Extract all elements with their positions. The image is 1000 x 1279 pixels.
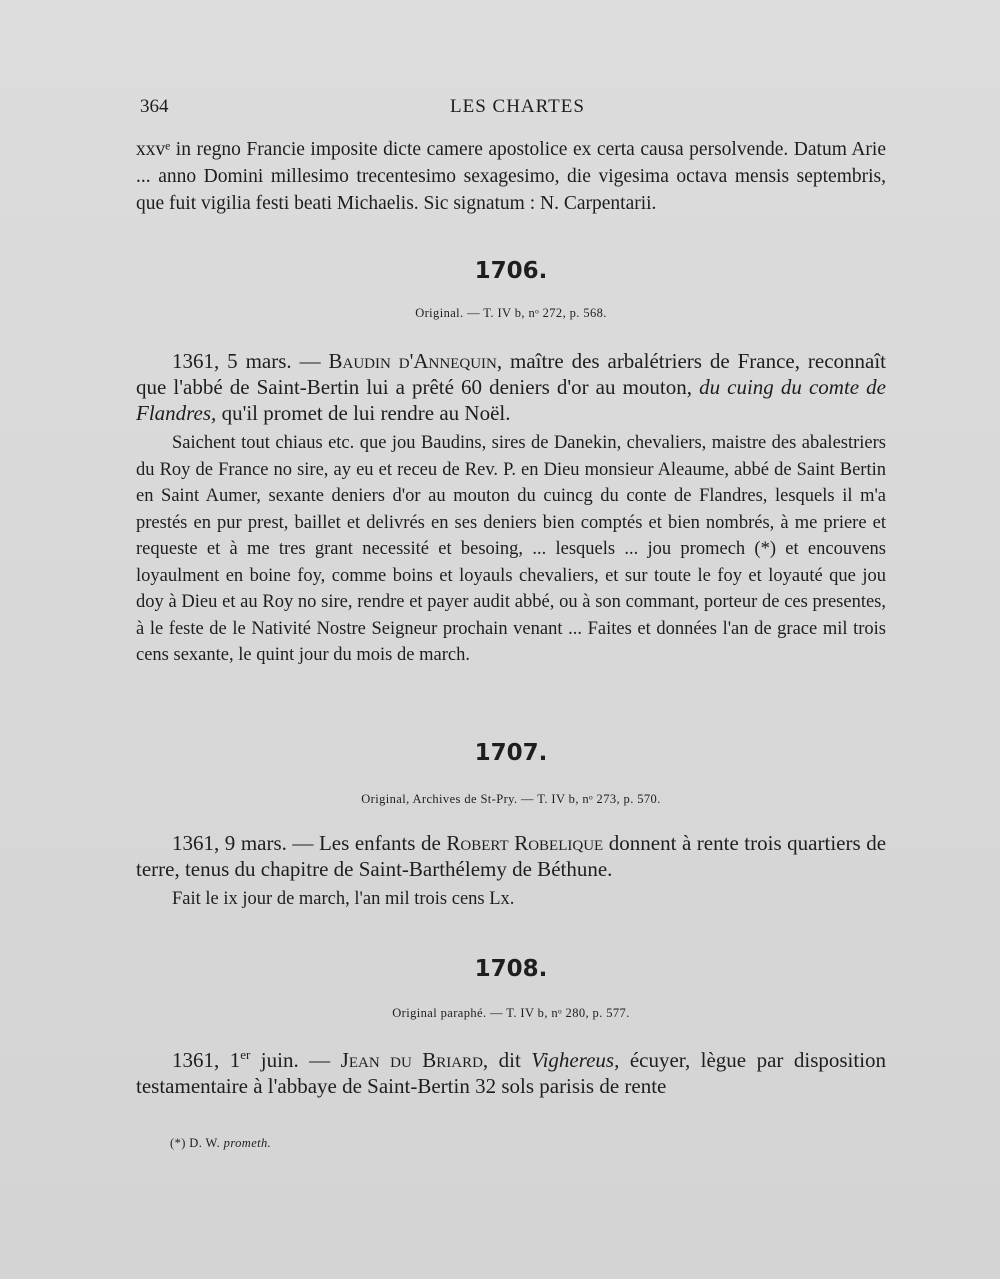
charter-excerpt: Saichent tout chiaus etc. que jou Baudins, sires de Danekin, chevaliers, maistre des abalestriers du Roy de France no sire, ay eu et receu de Rev. P. en Dieu monsieur Aleaume, abbé de Saint Bertin en Saint Aumer, sexante deniers d'or au mouton du cuincg du conte de Flandres, lesquels il m'a prestés en pur prest, baillet et delivrés en ses deniers bien comptés et bien nombrés, à me priere et requeste et à me tres grant necessité et besoing, ... lesquels ... jou promech (*) et encouvens loyaulment en boine foy, comme boins et loyauls chevaliers, et sur toute le foy et loyauté que jou doy à Dieu et au Roy no sire, rendre et payer audit abbé, ou à son commant, porteur de ces presentes, à le feste de le Nativité Nostre Seigneur prochain venant ... Faites et données l'an de grace mil trois cens sexante, le quint jour du mois de march. [136,433,886,665]
charter-summary [136,830,886,882]
running-title: LES CHARTES [450,96,585,117]
summary-text: qu'il promet de lui rendre au Noël. [221,401,511,425]
charter-summary [136,348,886,426]
charter-excerpt: Fait le ix jour de march, l'an mil trois cens Lx. [172,889,515,909]
footnote-italic: prometh. [223,1136,272,1150]
charter-source: Original, Archives de St-Pry. — T. IV b, nᵒ 273, p. 570. [361,792,661,806]
person-name: Robert Robelique [446,831,604,855]
summary-text: écuyer, lègue par disposition testamentaire à l'abbaye de Saint-Bertin 32 sols parisis de rente [136,1048,887,1098]
charter-date-rest: juin. — [260,1048,331,1072]
charter-source: Original. — T. IV b, nᵒ 272, p. 568. [415,306,607,320]
charter-date: 1361, 5 mars. — [172,349,321,373]
footnote-marker: (*) D. W. [170,1136,221,1150]
running-head [140,96,890,126]
charter-number: 1707. [474,740,548,766]
charter-date: 1361, 1 [172,1048,241,1072]
charter-date: 1361, 9 mars. — [172,831,314,855]
charter-number: 1708. [474,956,548,982]
summary-italic: du cuing du comte de Flandres, [136,375,886,425]
charter-summary [136,1042,886,1099]
footnote [170,1136,271,1151]
person-name: Jean du Briard, [340,1048,489,1072]
charter-source: Original paraphé. — T. IV b, nᵒ 280, p. 577. [392,1006,630,1020]
summary-text: Les enfants de [318,831,441,855]
date-superscript: er [240,1047,251,1062]
person-name: Baudin d'Annequin, [328,349,503,373]
summary-text: donnent à rente trois quartiers de terre, tenus du chapitre de Saint-Barthélemy de Béthune. [136,831,887,881]
charter-number: 1706. [474,258,548,284]
summary-text: dit [498,1048,521,1072]
page-number: 364 [140,96,169,117]
summary-text: maître des arbalétriers de France, reconnaît que l'abbé de Saint-Bertin lui a prêté 60 deniers d'or au mouton, [136,349,887,399]
summary-italic: Vighereus, [531,1048,620,1072]
continuation-paragraph: xxvᵉ in regno Francie imposite dicte camere apostolice ex certa causa persolvende. Datum Arie ... anno Domini millesimo trecentesimo sexagesimo, die vigesima octava mensis septembris, que fuit vigilia festi beati Michaelis. Sic signatum : N. Carpentarii. [136,139,886,214]
